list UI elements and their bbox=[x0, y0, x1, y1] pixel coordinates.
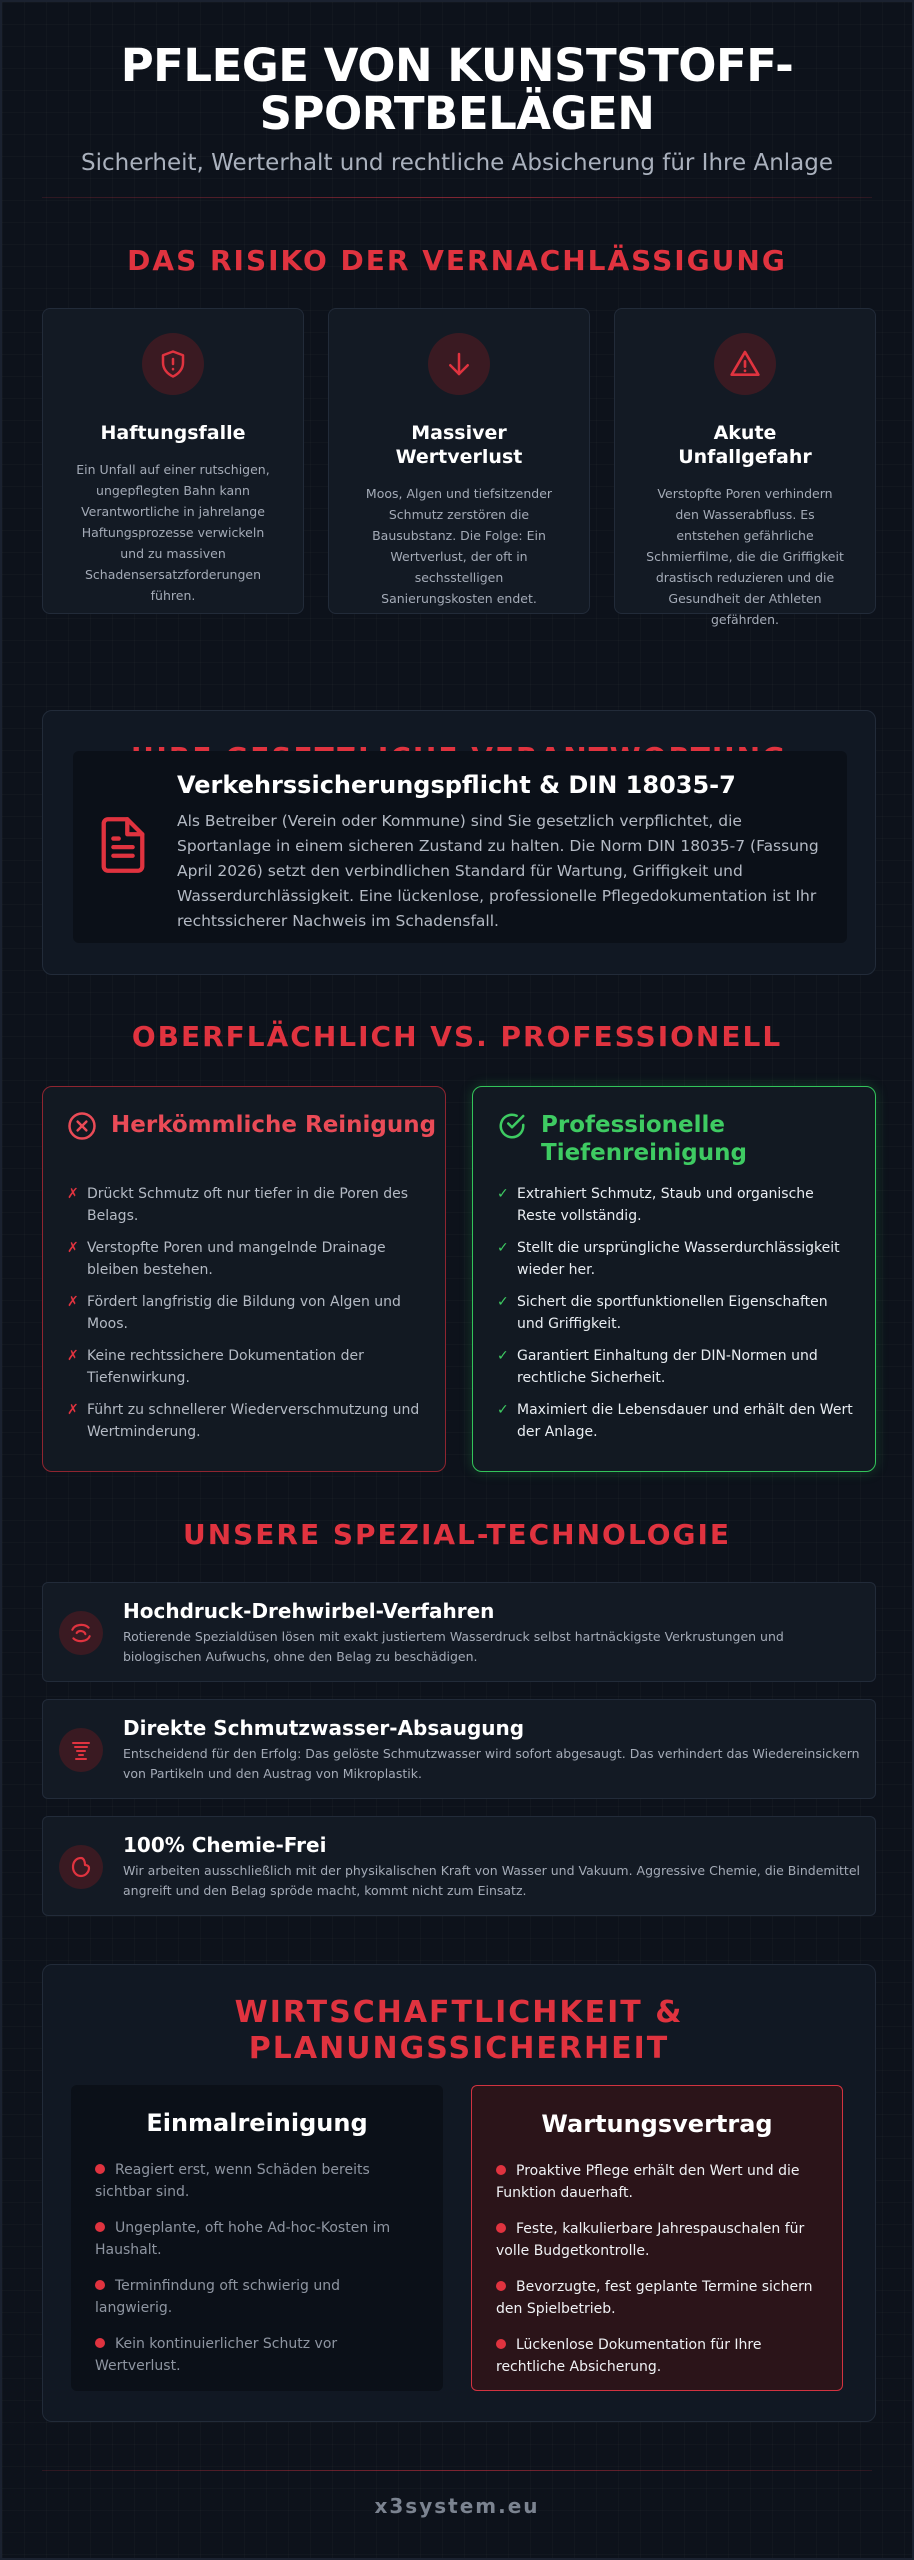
bullet-icon bbox=[496, 2223, 506, 2233]
list-item: ✓ Extrahiert Schmutz, Staub und organische Reste vollständig. bbox=[497, 1183, 857, 1227]
maintenance-contract-panel bbox=[471, 2085, 843, 2391]
technology-section-title: UNSERE SPEZIAL-TECHNOLOGIE bbox=[182, 1518, 732, 1551]
list-item: Reagiert erst, wenn Schäden bereits sichtbar sind. bbox=[95, 2162, 370, 2200]
economy-section-title: WIRTSCHAFTLICHKEIT & PLANUNGSSICHERHEIT bbox=[234, 1995, 684, 2066]
list-item: ✗ Führt zu schnellerer Wiederverschmutzung und Wertminderung. bbox=[67, 1399, 427, 1443]
arrow-down-icon bbox=[428, 333, 490, 395]
risk-card-title: Haftungsfalle bbox=[100, 422, 246, 444]
list-item: ✓ Sichert die sportfunktionellen Eigenschaften und Griffigkeit. bbox=[497, 1291, 857, 1335]
bullet-icon bbox=[496, 2281, 506, 2291]
cross-icon: ✗ bbox=[67, 1348, 79, 1364]
tech-item-vortex bbox=[42, 1582, 876, 1682]
risk-card-value-loss bbox=[328, 308, 590, 614]
risk-card-liability bbox=[42, 308, 304, 614]
tech-title: Hochdruck-Drehwirbel-Verfahren bbox=[123, 1599, 495, 1623]
bullet-icon bbox=[95, 2280, 105, 2290]
list-item: Lückenlose Dokumentation für Ihre rechtliche Absicherung. bbox=[496, 2337, 762, 2375]
professional-cleaning-card bbox=[472, 1086, 876, 1472]
tech-text: Entscheidend für den Erfolg: Das gelöste Schmutzwasser wird sofort abgesaugt. Das verhindert das Wiedereinsickern von Partikeln und den Austrag von Mikroplastik. bbox=[123, 1746, 860, 1781]
law-text: Als Betreiber (Verein oder Kommune) sind Sie gesetzlich verpflichtet, die Sportanlage in einem sicheren Zustand zu halten. Die Norm DIN 18035-7 (Fassung April 2026) setzt den verbindlichen Standard für Wartung, Griffigkeit und Wasserdurchlässigkeit. Eine lückenlose, professionelle Pflegedokumentation ist Ihr rechtssicherer Nachweis im Schadensfall. bbox=[177, 812, 819, 930]
compare-section-title: OBERFLÄCHLICH VS. PROFESSIONELL bbox=[131, 1020, 783, 1053]
shield-alert-icon bbox=[142, 333, 204, 395]
tech-title: Direkte Schmutzwasser-Absaugung bbox=[123, 1716, 525, 1740]
divider bbox=[42, 197, 872, 198]
law-section bbox=[42, 710, 876, 975]
risk-card-title: Massiver Wertverlust bbox=[395, 422, 523, 468]
vortex-icon bbox=[59, 1611, 103, 1655]
tech-text: Rotierende Spezialdüsen lösen mit exakt justiertem Wasserdruck selbst hartnäckigste Verkrustungen und biologischen Aufwuchs, ohne den Belag zu beschädigen. bbox=[123, 1629, 784, 1664]
filter-icon bbox=[59, 1728, 103, 1772]
list-item: Bevorzugte, fest geplante Termine sichern den Spielbetrieb. bbox=[496, 2279, 813, 2317]
list-item: Terminfindung oft schwierig und langwierig. bbox=[95, 2278, 340, 2316]
law-heading: Verkehrssicherungspflicht & DIN 18035-7 bbox=[177, 771, 736, 799]
bullet-icon bbox=[95, 2164, 105, 2174]
law-callout bbox=[73, 751, 847, 943]
tech-text: Wir arbeiten ausschließlich mit der physikalischen Kraft von Wasser und Vakuum. Aggressive Chemie, die Bindemittel angreift und den Belag spröde macht, kommt nicht zum Einsatz. bbox=[123, 1863, 860, 1898]
risk-card-text: Moos, Algen und tiefsitzender Schmutz zerstören die Bausubstanz. Die Folge: Ein Wertverlust, der oft in sechsstelligen Sanierungskosten endet. bbox=[365, 486, 553, 606]
list-item: Feste, kalkulierbare Jahrespauschalen für volle Budgetkontrolle. bbox=[496, 2221, 805, 2259]
warning-triangle-icon bbox=[714, 333, 776, 395]
conventional-cleaning-card bbox=[42, 1086, 446, 1472]
list-item: ✓ Garantiert Einhaltung der DIN-Normen und rechtliche Sicherheit. bbox=[497, 1345, 857, 1389]
plan-title: Einmalreinigung bbox=[146, 2109, 368, 2137]
list-item: ✗ Keine rechtssichere Dokumentation der Tiefenwirkung. bbox=[67, 1345, 427, 1389]
bullet-icon bbox=[496, 2339, 506, 2349]
cross-icon: ✗ bbox=[67, 1186, 79, 1202]
check-icon: ✓ bbox=[497, 1186, 509, 1202]
list-item: Proaktive Pflege erhält den Wert und die Funktion dauerhaft. bbox=[496, 2163, 800, 2201]
check-icon: ✓ bbox=[497, 1294, 509, 1310]
conventional-list bbox=[67, 1183, 427, 1453]
list-item: ✓ Stellt die ursprüngliche Wasserdurchlässigkeit wieder her. bbox=[497, 1237, 857, 1281]
conventional-title: Herkömmliche Reinigung bbox=[111, 1112, 437, 1138]
divider bbox=[42, 2470, 872, 2471]
list-item: ✗ Fördert langfristig die Bildung von Algen und Moos. bbox=[67, 1291, 427, 1335]
list-item: ✗ Drückt Schmutz oft nur tiefer in die Poren des Belags. bbox=[67, 1183, 427, 1227]
list-item: Ungeplante, oft hohe Ad-hoc-Kosten im Haushalt. bbox=[95, 2220, 391, 2258]
check-icon: ✓ bbox=[497, 1402, 509, 1418]
check-circle-icon bbox=[497, 1111, 527, 1145]
cross-icon: ✗ bbox=[67, 1402, 79, 1418]
document-icon bbox=[97, 815, 149, 879]
plan-title: Wartungsvertrag bbox=[541, 2110, 773, 2138]
cross-icon: ✗ bbox=[67, 1240, 79, 1256]
cross-icon: ✗ bbox=[67, 1294, 79, 1310]
plan-list bbox=[496, 2160, 816, 2378]
x-circle-icon bbox=[67, 1111, 97, 1145]
bullet-icon bbox=[496, 2165, 506, 2175]
check-icon: ✓ bbox=[497, 1348, 509, 1364]
header bbox=[2, 2, 912, 176]
professional-title: Professionelle Tiefenreinigung bbox=[541, 1112, 747, 1166]
page-title: PFLEGE VON KUNSTSTOFF-SPORTBELÄGEN bbox=[120, 39, 794, 140]
leaf-icon bbox=[59, 1845, 103, 1889]
tech-title: 100% Chemie-Frei bbox=[123, 1833, 327, 1857]
list-item: Kein kontinuierlicher Schutz vor Wertverlust. bbox=[95, 2336, 338, 2374]
tech-item-chemical-free bbox=[42, 1816, 876, 1916]
bullet-icon bbox=[95, 2338, 105, 2348]
risk-section-title: DAS RISIKO DER VERNACHLÄSSIGUNG bbox=[127, 244, 787, 277]
page-subtitle: Sicherheit, Werterhalt und rechtliche Absicherung für Ihre Anlage bbox=[80, 150, 833, 176]
footer-domain: x3system.eu bbox=[374, 2494, 540, 2518]
risk-card-title: Akute Unfallgefahr bbox=[678, 422, 812, 468]
plan-list bbox=[95, 2159, 417, 2377]
bullet-icon bbox=[95, 2222, 105, 2232]
risk-card-text: Verstopfte Poren verhindern den Wasserabfluss. Es entstehen gefährliche Schmierfilme, die die Griffigkeit drastisch reduzieren und die Gesundheit der Athleten gefährden. bbox=[646, 486, 844, 627]
professional-list bbox=[497, 1183, 857, 1453]
tech-item-suction bbox=[42, 1699, 876, 1799]
check-icon: ✓ bbox=[497, 1240, 509, 1256]
list-item: ✗ Verstopfte Poren und mangelnde Drainage bleiben bestehen. bbox=[67, 1237, 427, 1281]
risk-card-text: Ein Unfall auf einer rutschigen, ungepflegten Bahn kann Verantwortliche in jahrelange Haftungsprozesse verwickeln und zu massiven Schadensersatzforderungen führen. bbox=[76, 462, 270, 603]
one-time-cleaning-panel bbox=[71, 2085, 443, 2391]
economy-section bbox=[42, 1964, 876, 2422]
list-item: ✓ Maximiert die Lebensdauer und erhält den Wert der Anlage. bbox=[497, 1399, 857, 1443]
risk-card-accident bbox=[614, 308, 876, 627]
